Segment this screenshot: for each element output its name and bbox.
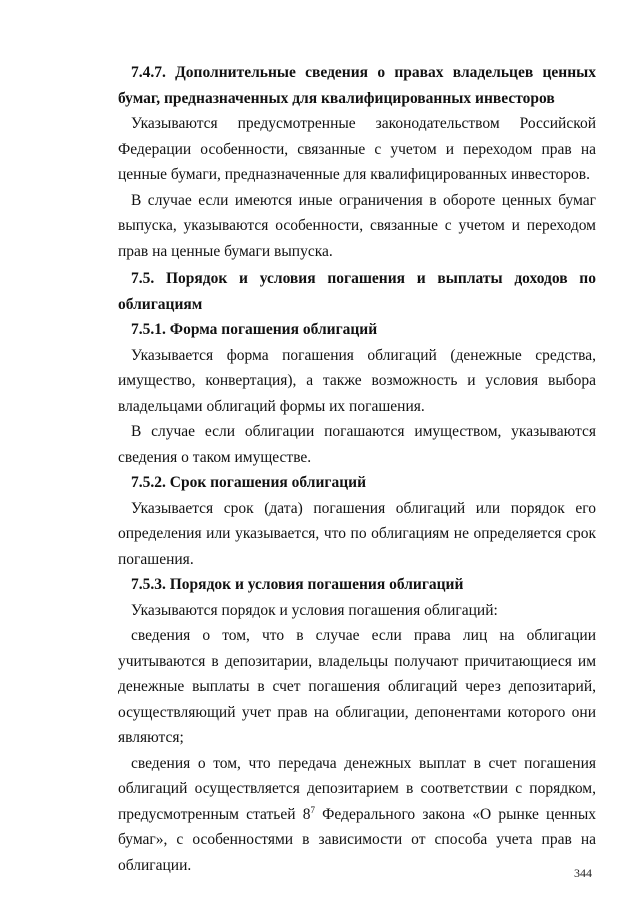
heading-7-4-7: 7.4.7. Дополнительные сведения о правах владельцев ценных бумаг, предназначенных для квалифицированных инвесторов [118,64,596,107]
heading-7-5-3: 7.5.3. Порядок и условия погашения облигаций [131,576,464,593]
paragraph-7-5-3-3-end: Федерального закона «О рынке ценных бумаг», с особенностями в зависимости от способа учета прав на облигации. [118,805,596,874]
paragraph-7-5-3-1: Указываются порядок и условия погашения облигаций: [131,601,498,619]
paragraph-7-4-7-2: В случае если имеются иные ограничения в обороте ценных бумаг выпуска, указываются особенности, связанные с учетом и переходом прав на ценные бумаги выпуска. [118,191,596,260]
paragraph-7-5-2-1: Указывается срок (дата) погашения облигаций или порядок его определения или указывается, что по облигациям не определяется срок погашения. [118,499,596,568]
article-superscript: 7 [310,804,315,815]
paragraph-7-5-3-2: сведения о том, что в случае если права лиц на облигации учитываются в депозитарии, владельцы получают причитающиеся им денежные выплаты в счет погашения облигаций через депозитарий, осуществляющий учет прав на облигации, депонентами которого они являются; [118,627,596,746]
paragraph-7-5-1-1: Указывается форма погашения облигаций (денежные средства, имущество, конвертация), а также возможность и условия выбора владельцами облигаций формы их погашения. [118,346,596,415]
paragraph-7-5-3-3-start: сведения о том, что передача денежных выплат в счет погашения облигаций осуществляется депозитарием в соответствии с порядком, предусмотренным статьей 8 [118,754,596,823]
paragraph-7-5-1-2: В случае если облигации погашаются имуществом, указываются сведения о таком имуществе. [118,423,596,466]
paragraph-7-5-3-3 [118,751,596,879]
document-body [118,60,596,878]
paragraph-7-4-7-1: Указываются предусмотренные законодательством Российской Федерации особенности, связанные с учетом и переходом прав на ценные бумаги, предназначенные для квалифицированных инвесторов. [118,115,596,183]
heading-7-5: 7.5. Порядок и условия погашения и выплаты доходов по облигациям [118,270,596,313]
heading-7-5-2: 7.5.2. Срок погашения облигаций [131,474,366,491]
heading-7-5-1: 7.5.1. Форма погашения облигаций [131,321,378,338]
page-number: 344 [574,866,592,880]
